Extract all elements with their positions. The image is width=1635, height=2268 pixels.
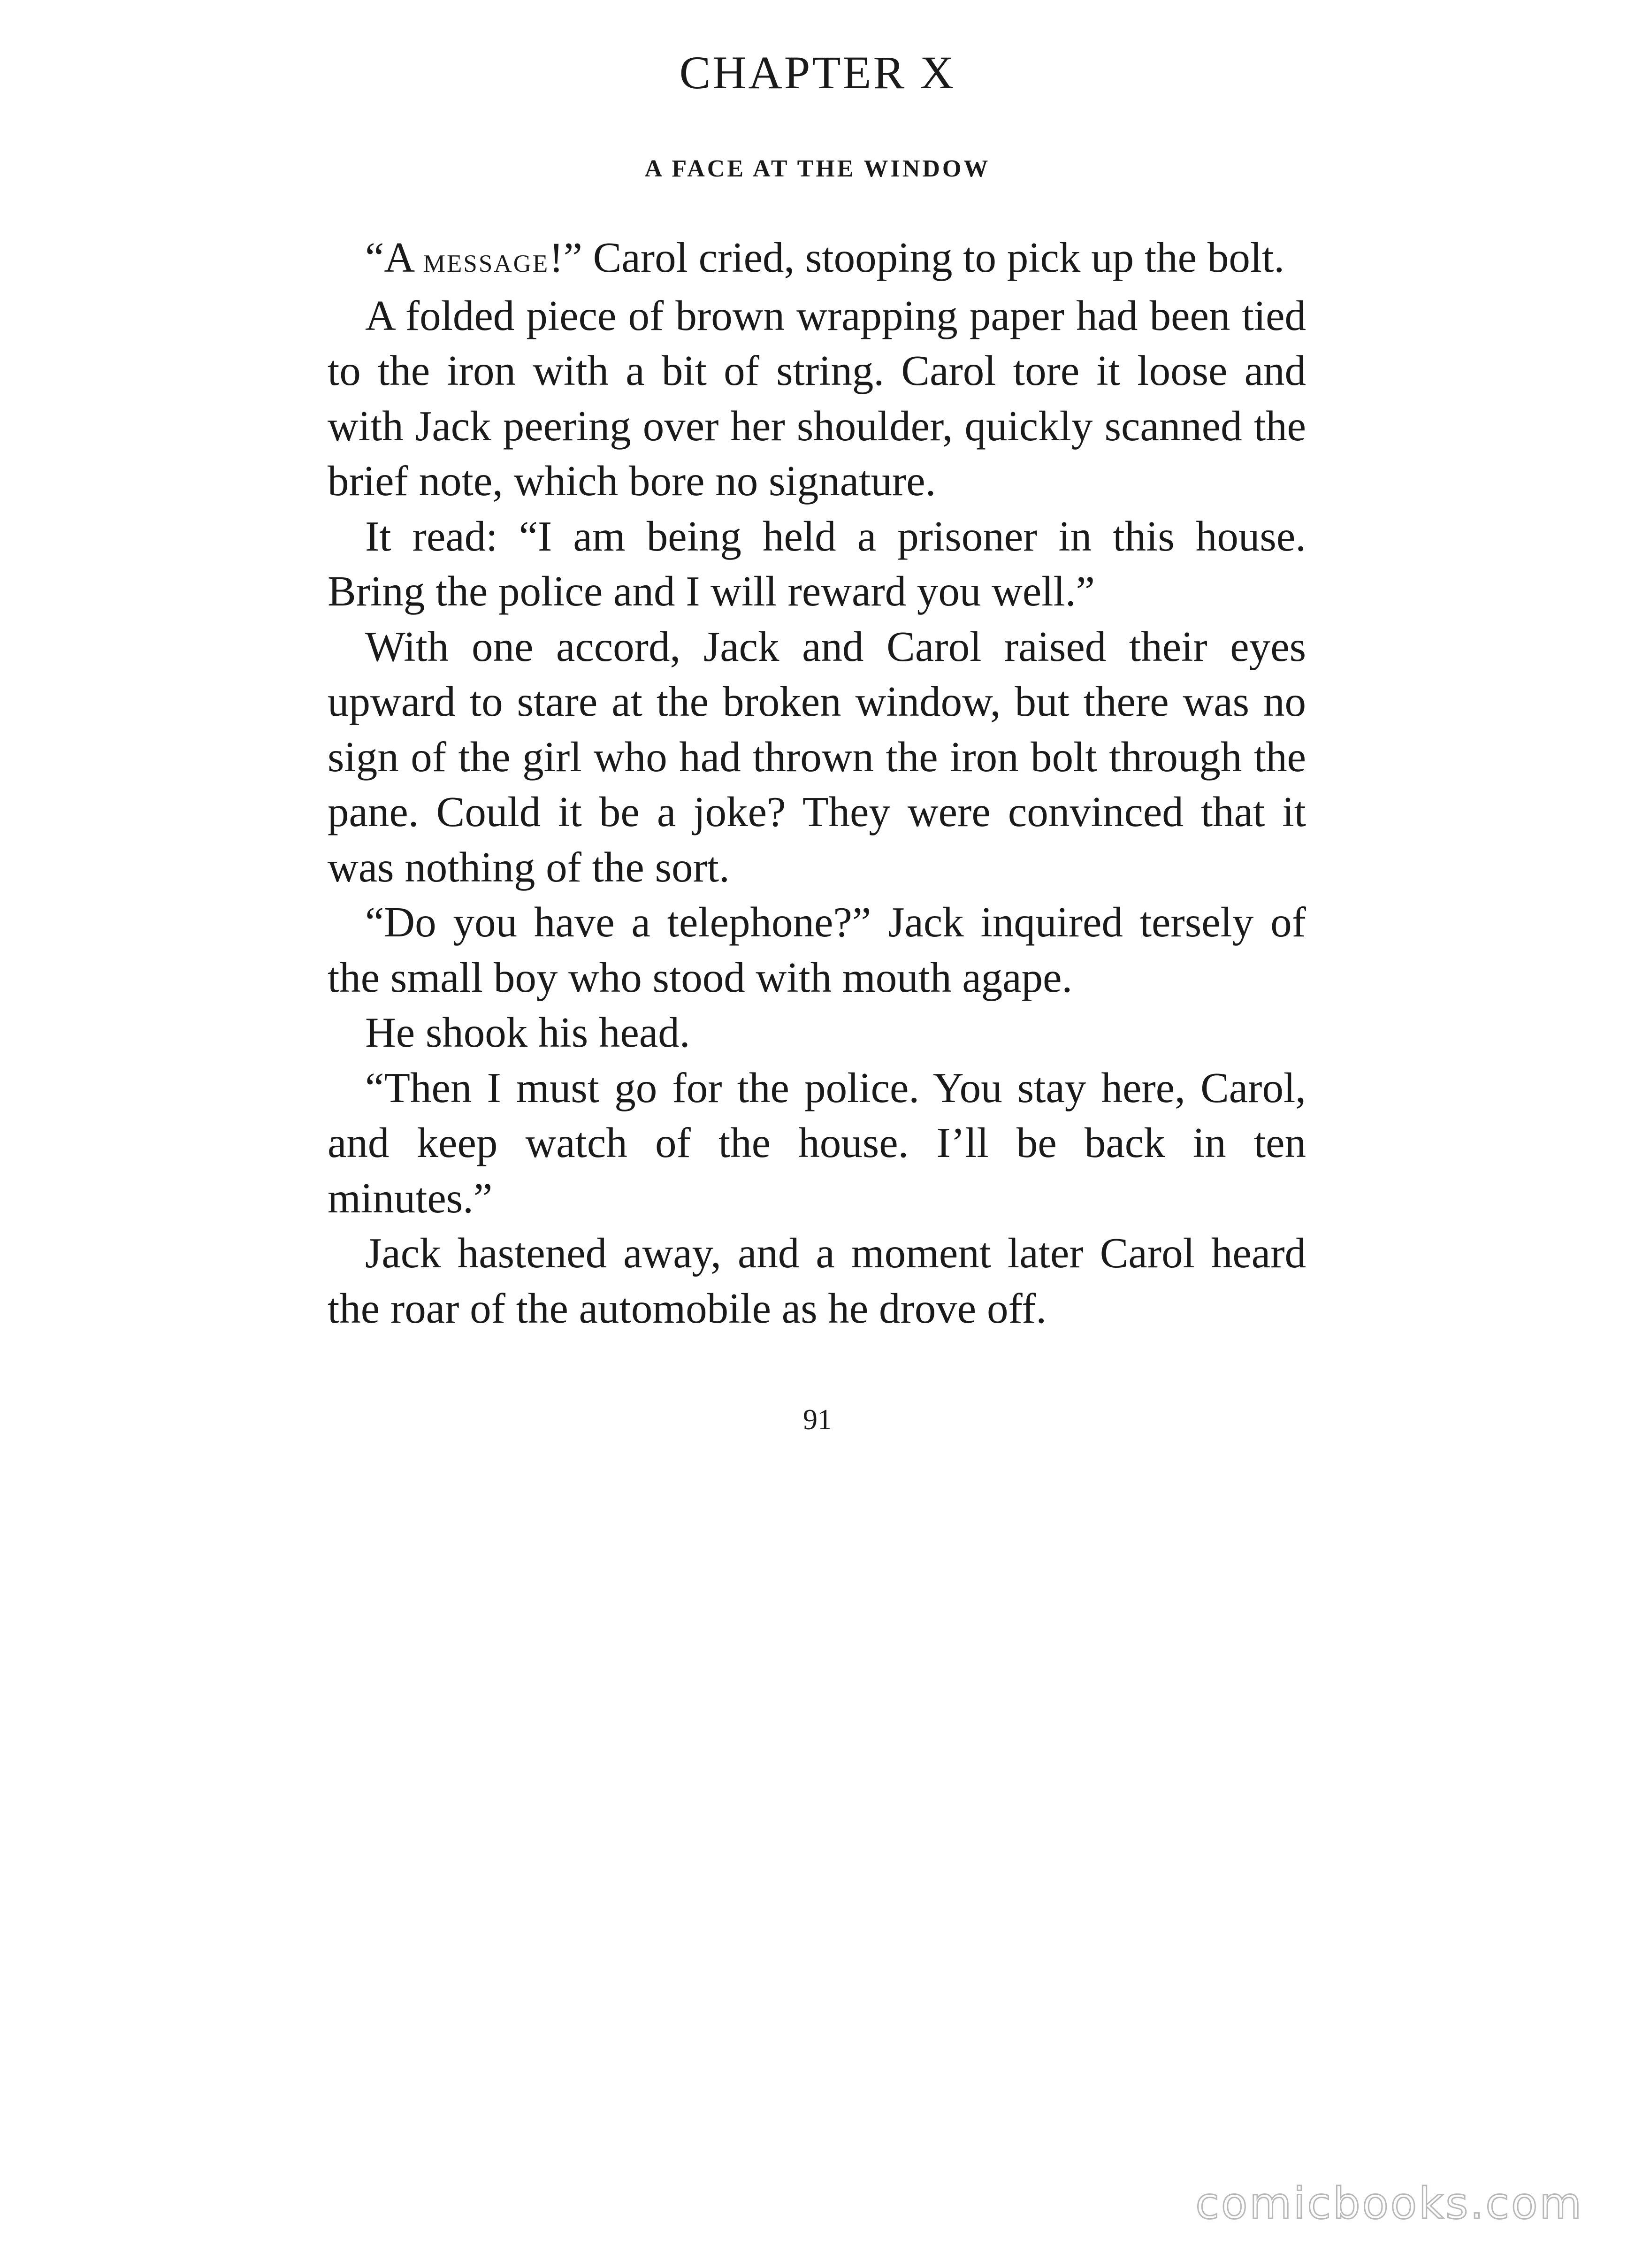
- page-number: 91: [803, 1404, 832, 1436]
- chapter-title: CHAPTER X: [679, 46, 956, 99]
- paragraph-1: [328, 230, 1306, 288]
- chapter-body: [328, 230, 1306, 1336]
- paragraph-6: He shook his head.: [365, 1009, 690, 1056]
- paragraph-1-rest: !” Carol cried, stooping to pick up the bolt.: [549, 234, 1285, 281]
- paragraph-8: Jack hastened away, and a moment later Carol heard the roar of the automobile as he drove off.: [328, 1229, 1306, 1332]
- paragraph-2: A folded piece of brown wrapping paper had been tied to the iron with a bit of string. Carol tore it loose and with Jack peering over her shoulder, quickly scanned the brief note, which bore no signature.: [328, 291, 1306, 505]
- paragraph-5: “Do you have a telephone?” Jack inquired tersely of the small boy who stood with mouth agape.: [328, 898, 1306, 1001]
- paragraph-1-open-quote: “A: [365, 234, 423, 281]
- paragraph-3: It read: “I am being held a prisoner in this house. Bring the police and I will reward you well.”: [328, 512, 1306, 615]
- chapter-subtitle: A FACE AT THE WINDOW: [644, 155, 991, 182]
- paragraph-7: “Then I must go for the police. You stay here, Carol, and keep watch of the house. I’ll be back in ten minutes.”: [328, 1064, 1306, 1222]
- watermark: comicbooks.com: [1195, 2178, 1583, 2229]
- paragraph-1-smallcaps-word: message: [423, 240, 550, 280]
- paragraph-4: With one accord, Jack and Carol raised their eyes upward to stare at the broken window, but there was no sign of the girl who had thrown the iron bolt through the pane. Could it be a joke? They were convinced that it was nothing of the sort.: [328, 622, 1306, 891]
